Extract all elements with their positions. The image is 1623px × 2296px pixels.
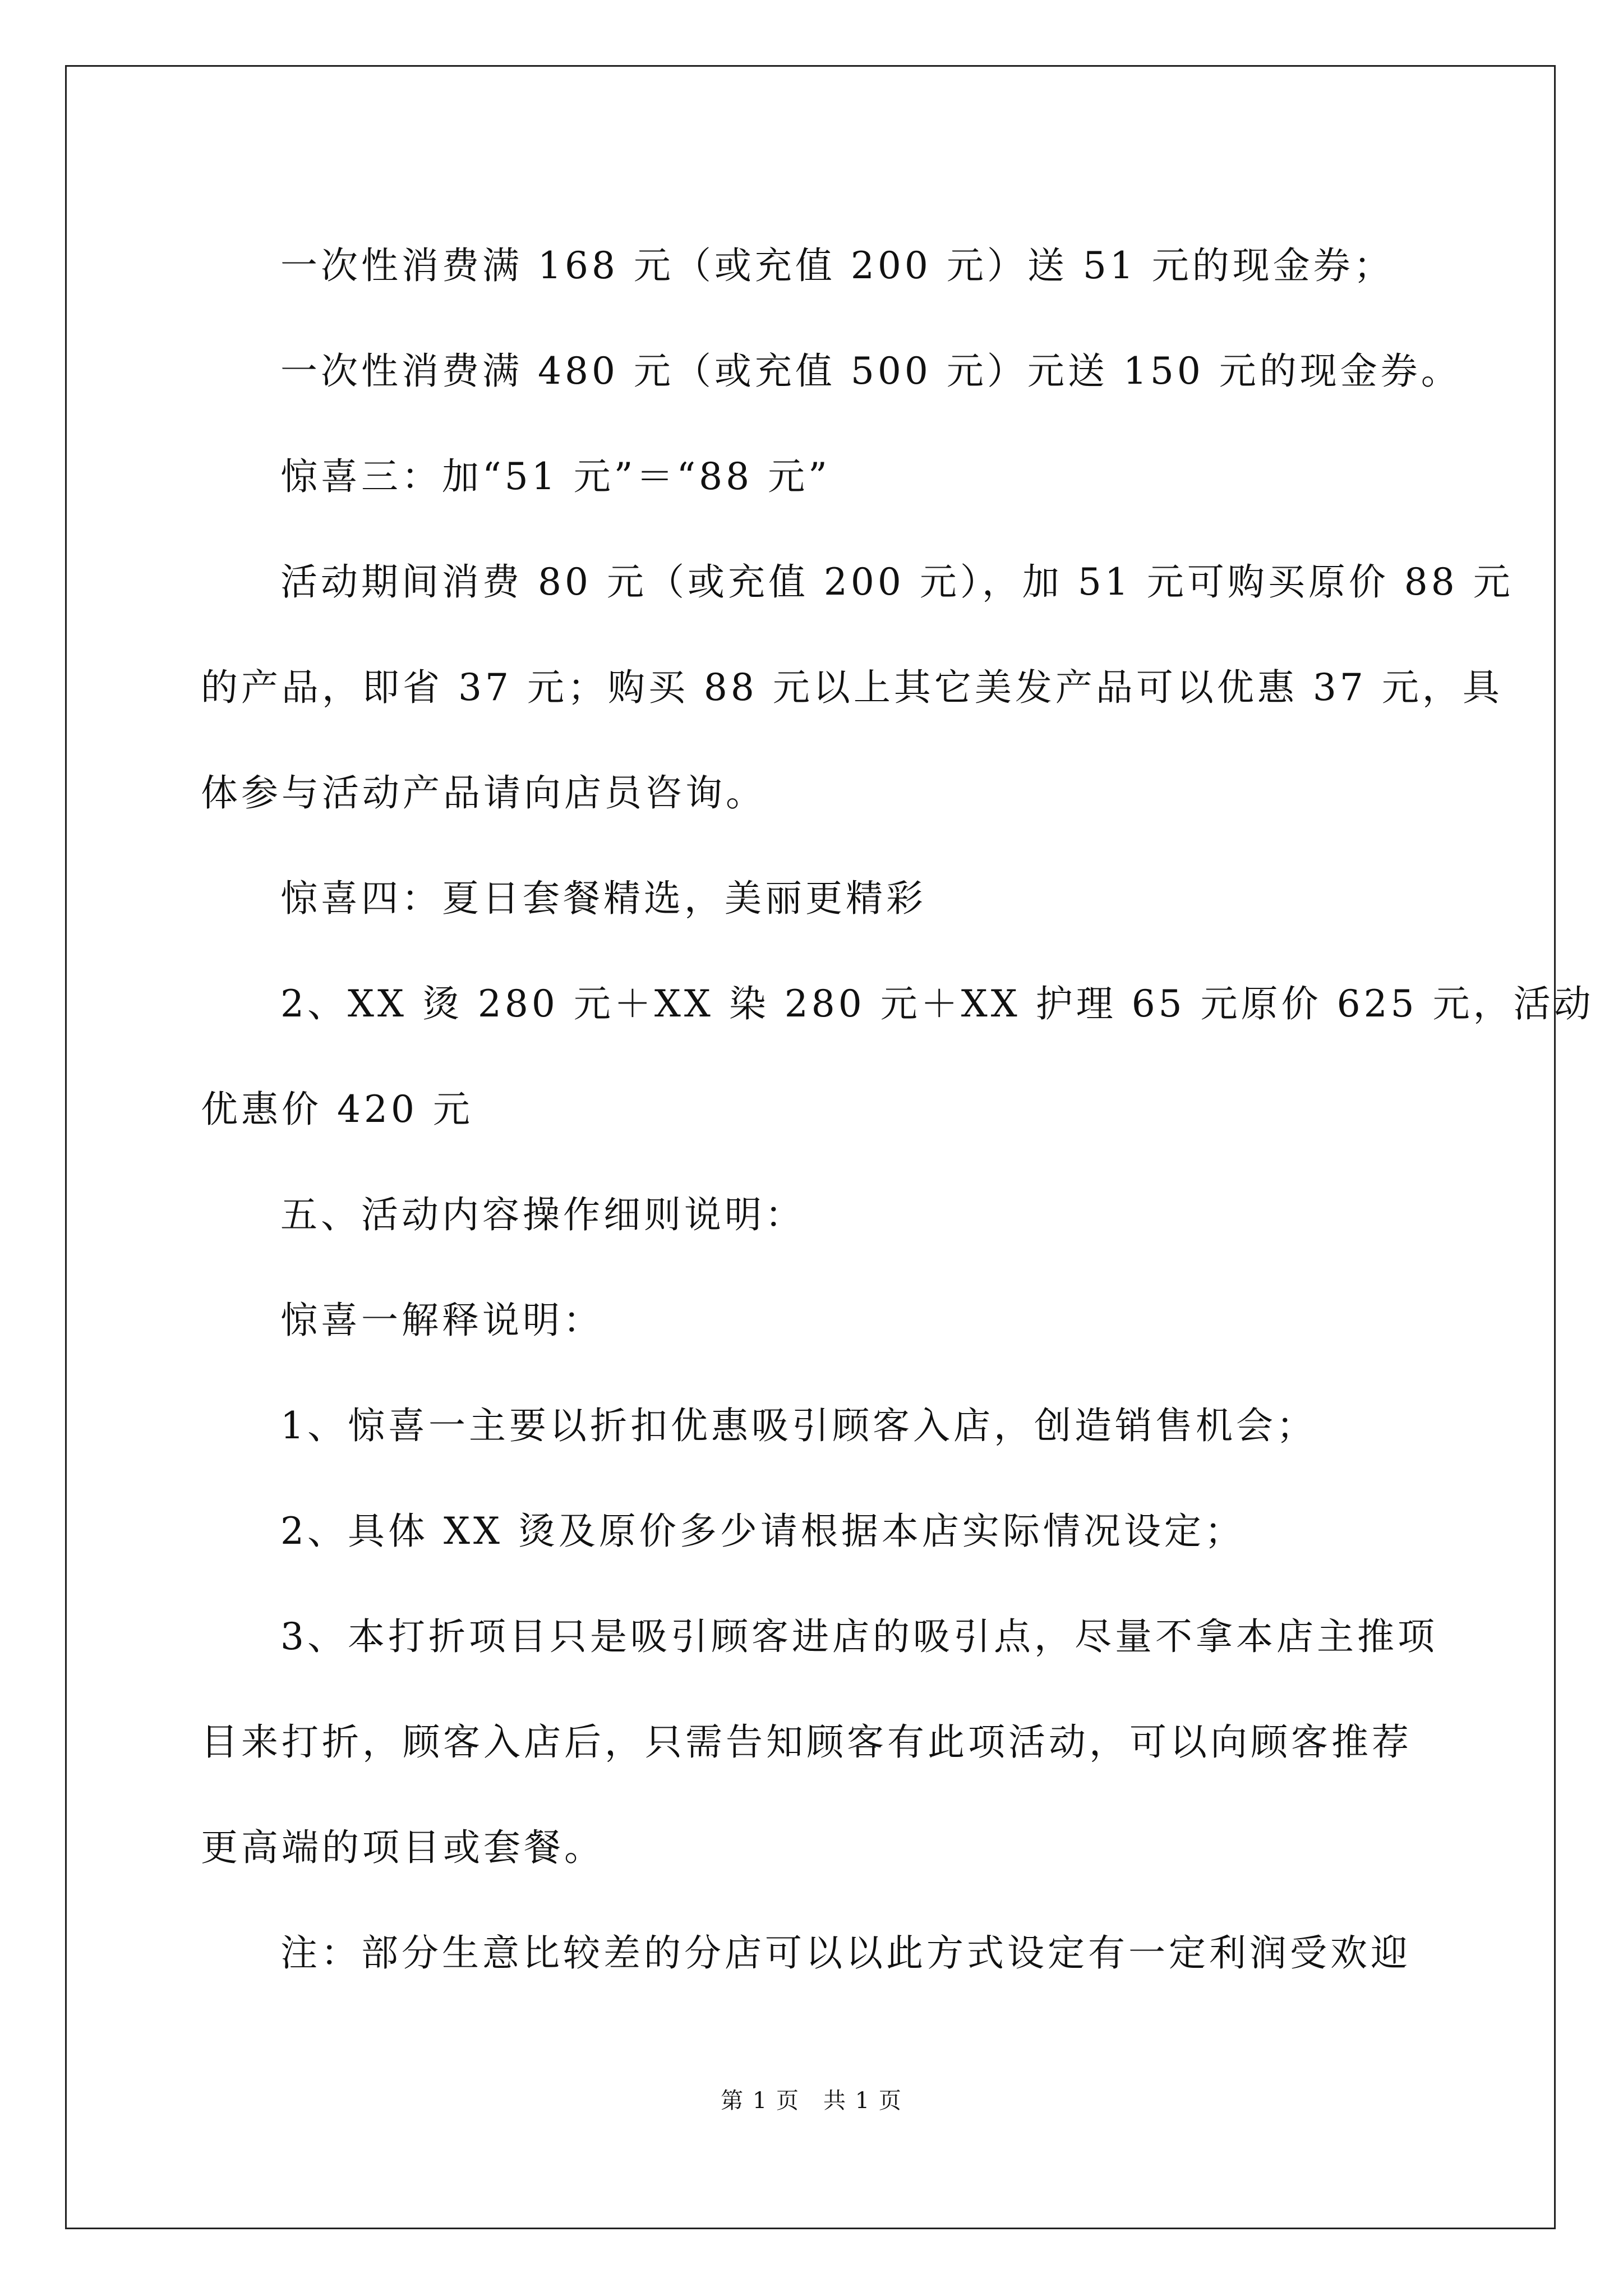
section-heading: 惊喜三：加“51 元”＝“88 元” [280,455,831,498]
page-number-footer: 第 1 页 共 1 页 [721,2088,902,2114]
list-item: 3、本打折项目只是吸引顾客进店的吸引点，尽量不拿本店主推项 [280,1615,1438,1658]
paragraph-line: 体参与活动产品请向店员咨询。 [201,771,766,815]
paragraph-line: 一次性消费满 168 元（或充值 200 元）送 51 元的现金券； [280,244,1394,287]
paragraph-line: 优惠价 420 元 [201,1088,473,1131]
section-heading: 惊喜四：夏日套餐精选，美丽更精彩 [280,877,926,920]
section-heading: 惊喜一解释说明： [280,1299,603,1342]
paragraph-line: 2、XX 烫 280 元＋XX 染 280 元＋XX 护理 65 元原价 625 元，活动 [280,982,1594,1025]
paragraph-line: 活动期间消费 80 元（或充值 200 元），加 51 元可购买原价 88 元 [280,560,1514,604]
list-item: 1、惊喜一主要以折扣优惠吸引顾客入店，创造销售机会； [280,1404,1317,1447]
section-heading: 五、活动内容操作细则说明： [280,1193,805,1236]
paragraph-line: 更高端的项目或套餐。 [201,1826,605,1869]
document-body [201,213,1594,2006]
paragraph-line: 的产品，即省 37 元；购买 88 元以上其它美发产品可以优惠 37 元，具 [201,666,1503,709]
note-line: 注：部分生意比较差的分店可以以此方式设定有一定利润受欢迎 [280,1931,1411,1975]
paragraph-line: 一次性消费满 480 元（或充值 500 元）元送 150 元的现金券。 [280,349,1461,393]
list-item: 2、具体 XX 烫及原价多少请根据本店实际情况设定； [280,1510,1245,1553]
paragraph-line: 目来打折，顾客入店后，只需告知顾客有此项活动，可以向顾客推荐 [201,1720,1412,1764]
